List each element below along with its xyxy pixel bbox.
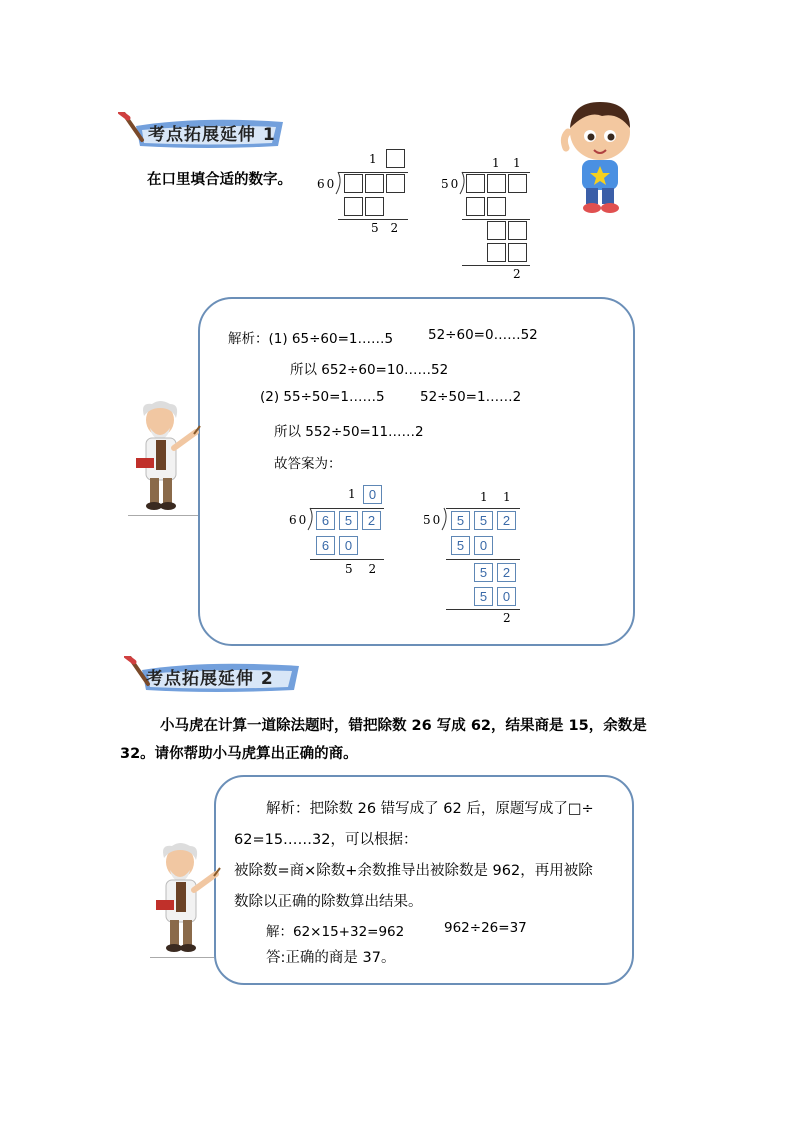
solution2-line4: 数除以正确的除数算出结果。 xyxy=(234,894,423,910)
a2-dividend-box-2: 5 xyxy=(474,511,493,530)
a2-divisor: 50 xyxy=(423,513,443,527)
p2-divisor: 50 xyxy=(441,177,461,191)
p1-top-line xyxy=(338,172,408,173)
p1-dividend-box-1[interactable] xyxy=(344,174,363,193)
a2-sub2-box-1: 5 xyxy=(474,587,493,606)
a2-quotient-digit-1: 1 xyxy=(480,490,488,504)
a1-dividend-box-3: 2 xyxy=(362,511,381,530)
a1-top-line xyxy=(310,508,384,509)
section2-title: 考点拓展延伸 2 xyxy=(146,669,274,689)
solution2-line1: 解析：把除数 26 错写成了 62 后，原题写成了□÷ xyxy=(266,801,594,817)
p2-remainder: 2 xyxy=(513,267,521,281)
p1-divisor: 60 xyxy=(317,177,337,191)
solution1-panel xyxy=(198,297,635,646)
section1-banner xyxy=(118,112,288,148)
p2-mid-box-2[interactable] xyxy=(508,221,527,240)
a2-dividend-box-1: 5 xyxy=(451,511,470,530)
p1-sub-line xyxy=(338,219,408,220)
a2-mid-box-2: 2 xyxy=(497,563,516,582)
solution1-line1b: 52÷60=0……52 xyxy=(428,327,538,343)
a1-dividend-box-2: 5 xyxy=(339,511,358,530)
a2-line-2 xyxy=(446,609,520,610)
a2-sub2-box-2: 0 xyxy=(497,587,516,606)
solution1-line1a: 解析：(1) 65÷60=1……5 xyxy=(228,331,394,347)
p2-sub2-box-1[interactable] xyxy=(487,243,506,262)
a1-sub-box-1: 6 xyxy=(316,536,335,555)
a1-quotient-digit-1: 1 xyxy=(348,487,356,501)
p2-quotient-digit-2: 1 xyxy=(513,156,521,170)
p2-line-2 xyxy=(462,265,530,266)
p1-quotient-box[interactable] xyxy=(386,149,405,168)
solution2-line2: 62=15……32，可以根据： xyxy=(234,832,418,848)
a2-mid-box-1: 5 xyxy=(474,563,493,582)
p2-quotient-digit-1: 1 xyxy=(492,156,500,170)
a1-remainder: 5 2 xyxy=(345,562,383,576)
a2-line-1 xyxy=(446,559,520,560)
a2-top-line xyxy=(446,508,520,509)
section2-question-line2: 32。请你帮助小马虎算出正确的商。 xyxy=(120,746,358,762)
solution1-line2: 所以 652÷60=10……52 xyxy=(290,362,449,378)
p2-line-1 xyxy=(462,219,530,220)
p2-top-line xyxy=(462,172,530,173)
solution1-line5: 故答案为： xyxy=(274,456,342,472)
p1-sub-box-1[interactable] xyxy=(344,197,363,216)
boy-cartoon-icon xyxy=(558,98,638,218)
a1-quotient-box: 0 xyxy=(363,485,382,504)
a2-dividend-box-3: 2 xyxy=(497,511,516,530)
p1-sub-box-2[interactable] xyxy=(365,197,384,216)
solution2-line5b: 962÷26=37 xyxy=(444,920,527,936)
solution2-line5a: 解：62×15+32=962 xyxy=(266,924,405,940)
solution1-line3b: 52÷50=1……2 xyxy=(420,389,522,405)
a2-remainder: 2 xyxy=(503,611,511,625)
p1-quotient-digit: 1 xyxy=(369,152,377,166)
p2-mid-box-1[interactable] xyxy=(487,221,506,240)
a1-divisor: 60 xyxy=(289,513,309,527)
a2-quotient-digit-2: 1 xyxy=(503,490,511,504)
section1-question: 在口里填合适的数字。 xyxy=(147,172,292,188)
p2-dividend-box-3[interactable] xyxy=(508,174,527,193)
p2-sub2-box-2[interactable] xyxy=(508,243,527,262)
solution1-line4: 所以 552÷50=11……2 xyxy=(274,424,424,440)
solution1-line3a: (2) 55÷50=1……5 xyxy=(260,389,385,405)
p2-sub1-box-2[interactable] xyxy=(487,197,506,216)
p2-dividend-box-2[interactable] xyxy=(487,174,506,193)
solution2-line6: 答:正确的商是 37。 xyxy=(266,950,396,966)
section2-banner xyxy=(124,656,294,692)
a2-sub1-box-1: 5 xyxy=(451,536,470,555)
p2-dividend-box-1[interactable] xyxy=(466,174,485,193)
a1-sub-line xyxy=(310,559,384,560)
a2-sub1-box-2: 0 xyxy=(474,536,493,555)
professor-icon xyxy=(150,840,222,956)
a1-sub-box-2: 0 xyxy=(339,536,358,555)
a1-dividend-box-1: 6 xyxy=(316,511,335,530)
section1-title: 考点拓展延伸 1 xyxy=(148,125,276,145)
professor-floor-line xyxy=(128,515,198,516)
p2-sub1-box-1[interactable] xyxy=(466,197,485,216)
professor-icon xyxy=(130,398,202,514)
p1-dividend-box-3[interactable] xyxy=(386,174,405,193)
professor-floor-line xyxy=(150,957,214,958)
solution2-line3: 被除数=商×除数+余数推导出被除数是 962，再用被除 xyxy=(234,863,593,879)
p1-dividend-box-2[interactable] xyxy=(365,174,384,193)
p1-remainder: 5 2 xyxy=(371,221,403,235)
section2-question-line1: 小马虎在计算一道除法题时，错把除数 26 写成 62，结果商是 15，余数是 xyxy=(160,718,647,734)
